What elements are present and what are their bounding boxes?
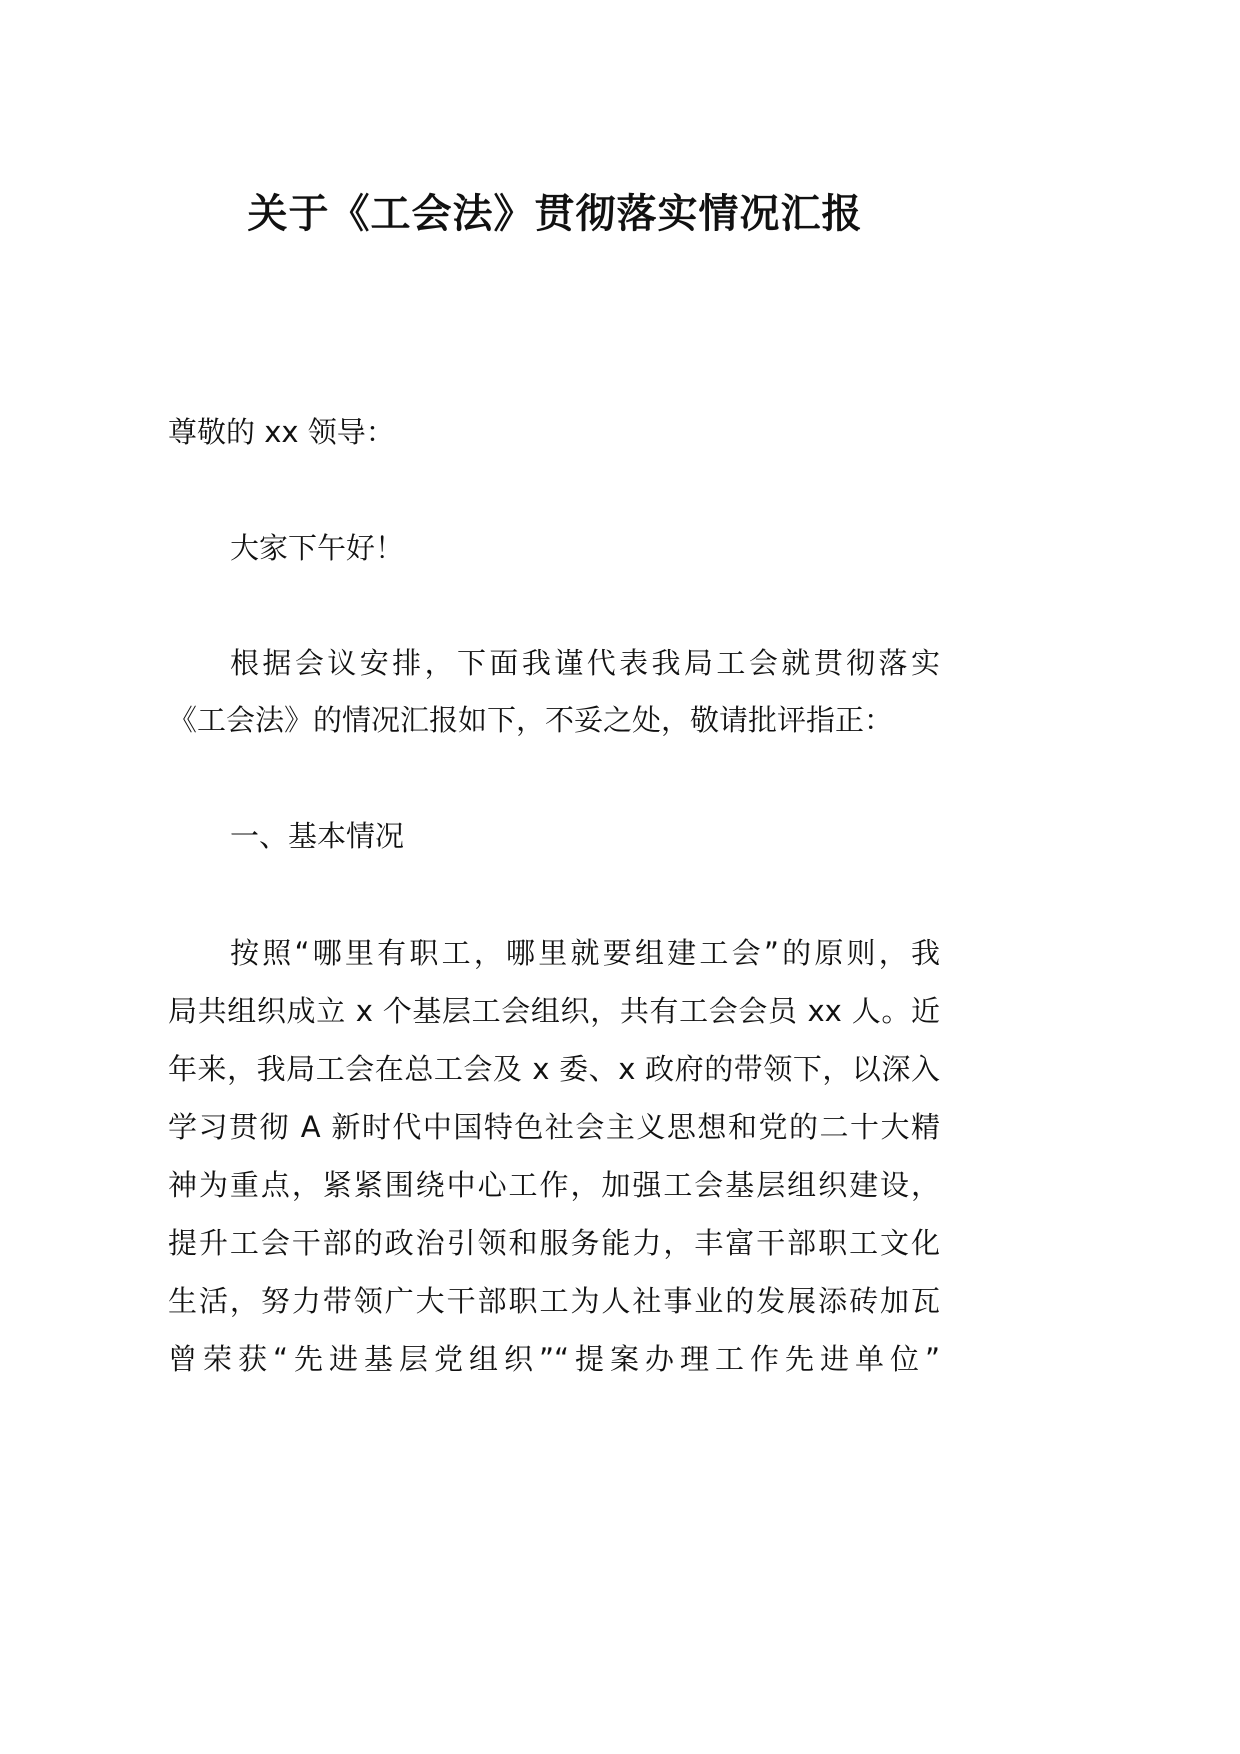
greeting: 大家下午好！ [230,531,405,565]
body-line: 生活，努力带领广大干部职工为人社事业的发展添砖加瓦 [168,1284,940,1318]
salutation: 尊敬的 xx 领导： [168,415,395,449]
body-line: 提升工会干部的政治引领和服务能力，丰富干部职工文化 [168,1226,940,1260]
intro-line: 《工会法》的情况汇报如下，不妥之处，敬请批评指正： [168,703,894,737]
body-line: 学习贯彻 A 新时代中国特色社会主义思想和党的二十大精 [168,1110,940,1144]
body-line: 按照“哪里有职工，哪里就要组建工会”的原则，我 [230,936,940,970]
intro-line: 根据会议安排，下面我谨代表我局工会就贯彻落实 [230,646,940,680]
section-heading: 一、基本情况 [230,819,405,853]
body-line: 年来，我局工会在总工会及 x 委、x 政府的带领下，以深入 [168,1052,940,1086]
body-line: 局共组织成立 x 个基层工会组织，共有工会会员 xx 人。近 [168,994,940,1028]
body-line: 曾荣获“先进基层党组织”“提案办理工作先进单位” [168,1342,940,1376]
body-line: 神为重点，紧紧围绕中心工作，加强工会基层组织建设， [168,1168,940,1202]
document-title: 关于《工会法》贯彻落实情况汇报 [247,191,863,237]
